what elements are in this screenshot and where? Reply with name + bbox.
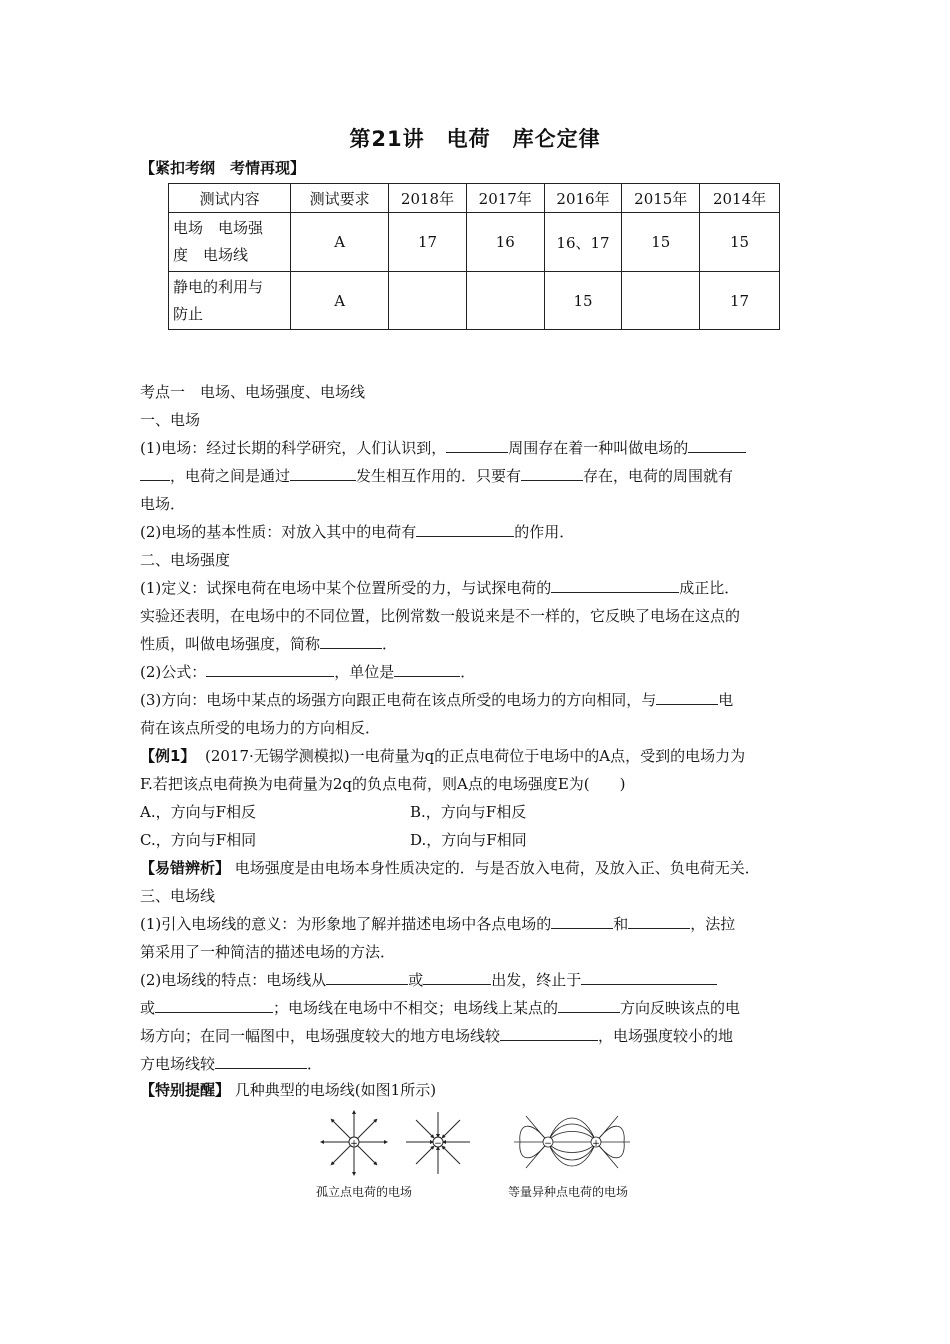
text-line: 荷在该点所受的电场力的方向相反． [140, 719, 381, 737]
page-title: 第21讲 电荷 库仑定律 [349, 127, 601, 151]
table-header: 2016年 [544, 184, 622, 213]
option-b: B.，方向与F相反 [410, 803, 527, 821]
section-3-heading: 三、电场线 [140, 887, 216, 905]
text-line: (2)公式： ，单位是 ． [140, 663, 476, 681]
option-c: C.，方向与F相同 [140, 831, 257, 849]
text-line: 或 ；电场线在电场中不相交；电场线上某点的 方向反映该点的电 [140, 999, 741, 1017]
section-1-heading: 一、电场 [140, 411, 201, 429]
table-cell: 静电的利用与 防止 [169, 272, 291, 330]
text-line: (2)电场线的特点：电场线从 或 出发，终止于 [140, 970, 717, 990]
section-2-heading: 二、电场强度 [140, 551, 231, 569]
table-header: 2018年 [389, 184, 467, 213]
text-line: 性质，叫做电场强度，简称 ． [140, 635, 398, 653]
text-line: ，电荷之间是通过 发生相互作用的．只要有 存在，电荷的周围就有 [140, 466, 733, 486]
table-header: 2017年 [466, 184, 544, 213]
table-header: 测试内容 [169, 184, 291, 213]
table-cell: A [291, 213, 389, 272]
option-d: D.，方向与F相同 [410, 831, 527, 849]
example-line: 【例1】 (2017·无锡学测模拟)一电荷量为q的正点电荷位于电场中的A点，受到的电场力为 [140, 747, 746, 765]
table-cell: 16、17 [544, 213, 622, 272]
table-row [169, 272, 780, 330]
section-heading: 【紧扣考纲 考情再现】 [140, 159, 306, 177]
tebie-line: 【特别提醒】 几种典型的电场线(如图1所示) [140, 1081, 437, 1099]
text-line: 方电场线较 ． [140, 1055, 323, 1073]
table-cell: A [291, 272, 389, 330]
exam-table [168, 183, 780, 330]
table-header-row [169, 184, 780, 213]
table-cell [466, 272, 544, 330]
table-cell [622, 272, 700, 330]
text-line: (1)电场：经过长期的科学研究，人们认识到， 周围存在着一种叫做电场的 [140, 438, 746, 458]
table-cell: 15 [544, 272, 622, 330]
table-cell: 电场 电场强 度 电场线 [169, 213, 291, 272]
text-line: 实验还表明，在电场中的不同位置，比例常数一般说来是不一样的，它反映了电场在这点的 [140, 607, 741, 625]
minus-sign: − [434, 1139, 442, 1149]
table-header: 2015年 [622, 184, 700, 213]
table-cell: 17 [389, 213, 467, 272]
table-row [169, 213, 780, 272]
table-cell: 15 [622, 213, 700, 272]
table-cell: 17 [700, 272, 780, 330]
table-cell: 15 [700, 213, 780, 272]
yicuo-line: 【易错辨析】 电场强度是由电场本身性质决定的．与是否放入电荷，及放入正、负电荷无关． [140, 859, 760, 877]
dipole-field [514, 1116, 630, 1168]
dipole-plus-sign: + [592, 1139, 600, 1149]
text-line: (1)定义：试探电荷在电场中某个位置所受的力，与试探电荷的 成正比． [140, 579, 740, 597]
table-header: 2014年 [700, 184, 780, 213]
caption-dipole: 等量异种点电荷的电场 [508, 1185, 629, 1199]
example-line: F.若把该点电荷换为电荷量为2q的负点电荷，则A点的电场强度E为( ) [140, 775, 626, 793]
caption-isolated-charge: 孤立点电荷的电场 [316, 1185, 413, 1199]
table-cell [389, 272, 467, 330]
kaodian-heading: 考点一 电场、电场强度、电场线 [140, 383, 366, 401]
text-line: 电场． [140, 495, 186, 513]
table-header: 测试要求 [291, 184, 389, 213]
table-cell: 16 [466, 213, 544, 272]
dipole-minus-sign: − [544, 1139, 552, 1149]
plus-sign: + [350, 1139, 358, 1149]
text-line: 第采用了一种简洁的描述电场的方法． [140, 943, 396, 961]
text-line: (3)方向：电场中某点的场强方向跟正电荷在该点所受的电场力的方向相同，与 电 [140, 691, 734, 709]
option-a: A.，方向与F相反 [140, 803, 257, 821]
text-line: (2)电场的基本性质：对放入其中的电荷有 的作用． [140, 523, 575, 541]
text-line: 场方向；在同一幅图中，电场强度较大的地方电场线较 ，电场强度较小的地 [140, 1027, 734, 1045]
text-line: (1)引入电场线的意义：为形象地了解并描述电场中各点电场的 和 ，法拉 [140, 915, 736, 933]
